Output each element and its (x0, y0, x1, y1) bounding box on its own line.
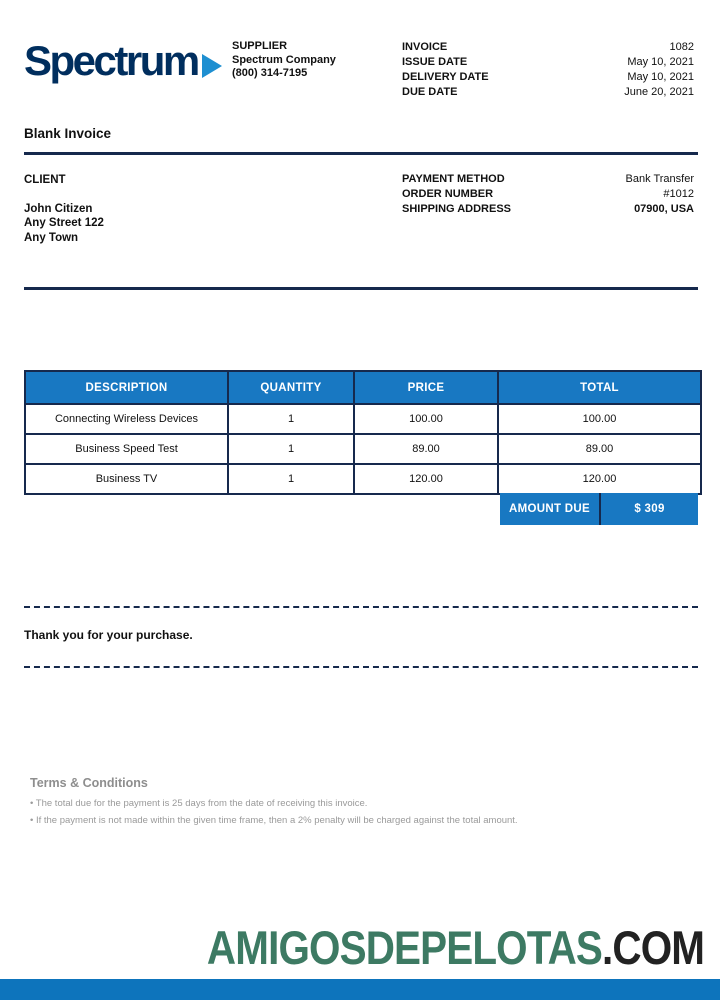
spectrum-logo-text: Spectrum (24, 37, 198, 84)
client-block (24, 173, 104, 245)
spectrum-arrow-icon (202, 54, 222, 78)
issue-date-label: ISSUE DATE (402, 56, 468, 68)
payment-method-label: PAYMENT METHOD (402, 173, 505, 185)
invoice-number-label: INVOICE (402, 41, 448, 53)
dashed-divider-bottom (24, 666, 698, 668)
thank-you-message: Thank you for your purchase. (24, 628, 193, 642)
watermark (207, 920, 704, 975)
item-price: 100.00 (354, 404, 498, 434)
item-price: 89.00 (354, 434, 498, 464)
client-street: Any Street 122 (24, 217, 104, 229)
payment-meta-block (402, 172, 694, 217)
header-quantity: QUANTITY (228, 371, 354, 404)
watermark-tld: .COM (601, 921, 704, 974)
spectrum-logo (24, 38, 222, 84)
amount-due-label: AMOUNT DUE (500, 493, 601, 525)
issue-date-value: May 10, 2021 (627, 56, 694, 68)
watermark-name: AMIGOSDEPELOTAS (206, 921, 602, 974)
client-town: Any Town (24, 231, 79, 244)
invoice-number-value: 1082 (669, 41, 694, 53)
terms-block (30, 776, 518, 829)
shipping-address-label: SHIPPING ADDRESS (402, 203, 512, 215)
item-total: 89.00 (498, 434, 701, 464)
client-name: John Citizen (24, 202, 93, 215)
order-number-label: ORDER NUMBER (402, 188, 494, 200)
item-quantity: 1 (228, 434, 354, 464)
issue-date-row (402, 55, 694, 70)
order-number-row (402, 187, 694, 202)
items-table (24, 370, 702, 495)
supplier-block (232, 40, 336, 81)
divider-top (24, 152, 698, 155)
dashed-divider-top (24, 606, 698, 608)
delivery-date-row (402, 70, 694, 85)
supplier-name: Spectrum Company (232, 53, 336, 66)
page-title: Blank Invoice (24, 126, 112, 141)
item-total: 100.00 (498, 404, 701, 434)
shipping-address-row (402, 202, 694, 217)
table-row (25, 404, 701, 434)
due-date-row (402, 85, 694, 100)
shipping-address-value: 07900, USA (634, 203, 694, 215)
supplier-label: SUPPLIER (232, 40, 288, 52)
divider-client (24, 287, 698, 290)
client-label: CLIENT (24, 174, 66, 186)
table-row (25, 434, 701, 464)
table-row (25, 464, 701, 494)
item-description: Business Speed Test (25, 434, 228, 464)
header-total: TOTAL (498, 371, 701, 404)
payment-method-row (402, 172, 694, 187)
terms-item: • The total due for the payment is 25 days from the date of receiving this invoice. (30, 795, 518, 812)
delivery-date-value: May 10, 2021 (627, 71, 694, 83)
due-date-label: DUE DATE (402, 86, 458, 98)
invoice-meta-block (402, 40, 694, 100)
items-header-row (25, 371, 701, 404)
item-quantity: 1 (228, 464, 354, 494)
order-number-value: #1012 (663, 188, 694, 200)
footer-bar (0, 979, 720, 1000)
item-total: 120.00 (498, 464, 701, 494)
item-description: Connecting Wireless Devices (25, 404, 228, 434)
header-price: PRICE (354, 371, 498, 404)
amount-due-bar (500, 493, 698, 525)
amount-due-value: $ 309 (634, 503, 665, 515)
terms-item: • If the payment is not made within the given time frame, then a 2% penalty will be charged against the total amount. (30, 812, 518, 829)
due-date-value: June 20, 2021 (624, 86, 694, 98)
terms-heading: Terms & Conditions (30, 776, 148, 790)
payment-method-value: Bank Transfer (625, 173, 694, 185)
header-description: DESCRIPTION (25, 371, 228, 404)
item-quantity: 1 (228, 404, 354, 434)
invoice-number-row (402, 40, 694, 55)
item-description: Business TV (25, 464, 228, 494)
supplier-phone: (800) 314-7195 (232, 67, 308, 79)
delivery-date-label: DELIVERY DATE (402, 71, 489, 83)
item-price: 120.00 (354, 464, 498, 494)
